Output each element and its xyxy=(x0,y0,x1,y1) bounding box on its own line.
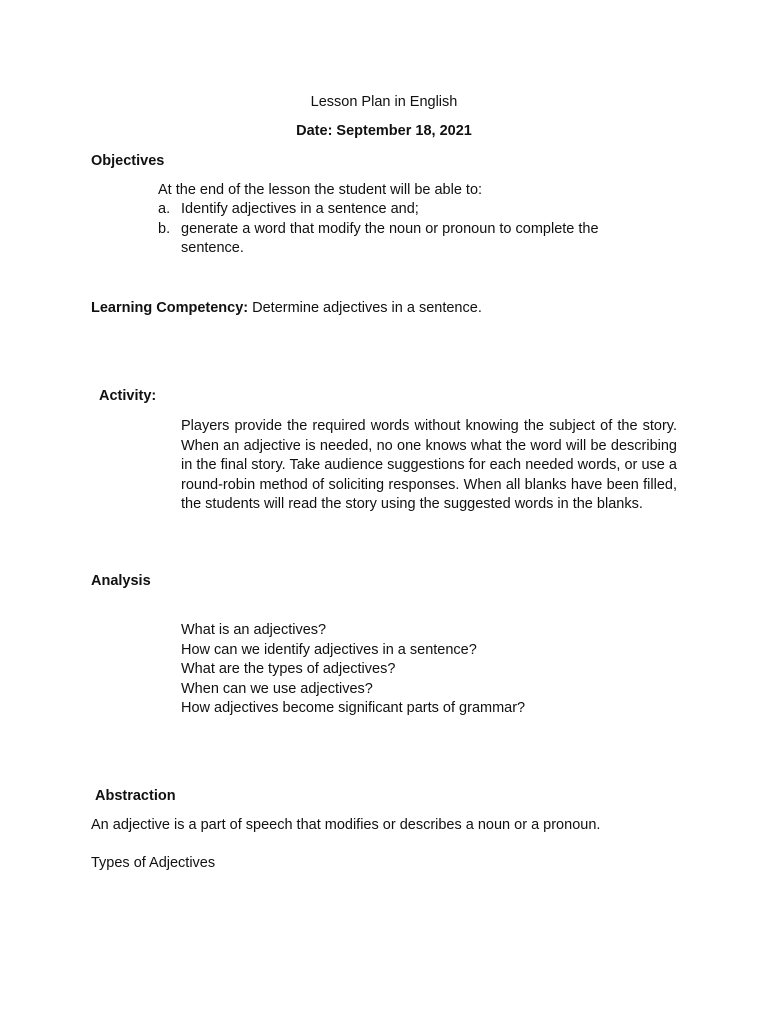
learning-competency xyxy=(91,299,482,319)
objective-text: Identify adjectives in a sentence and; xyxy=(181,201,419,217)
activity-heading: Activity: xyxy=(99,388,157,404)
analysis-heading: Analysis xyxy=(91,573,151,589)
analysis-questions xyxy=(181,621,525,719)
competency-text: Determine adjectives in a sentence. xyxy=(248,300,482,316)
activity-description: Players provide the required words without knowing the subject of the story. When an adjective is needed, no one knows what the word will be describing in the final story. Take audience suggestions for each needed words, or use a round-robin method of soliciting responses. When all blanks have been filled, the students will read the story using the suggested words in the blanks. xyxy=(181,418,677,512)
objective-item xyxy=(158,220,628,259)
objectives-heading: Objectives xyxy=(91,153,165,169)
document-title: Lesson Plan in English xyxy=(310,94,458,110)
objectives-list xyxy=(158,200,628,259)
lesson-date: Date: September 18, 2021 xyxy=(296,123,472,139)
list-item: What is an adjectives? xyxy=(181,622,327,638)
objectives-intro: At the end of the lesson the student will be able to: xyxy=(158,182,483,198)
list-item: When can we use adjectives? xyxy=(181,680,373,697)
abstraction-heading: Abstraction xyxy=(95,788,176,804)
list-item: How adjectives become significant parts of grammar? xyxy=(181,700,526,716)
competency-label: Learning Competency: xyxy=(91,300,249,316)
list-item: What are the types of adjectives? xyxy=(181,661,396,677)
list-item: How can we identify adjectives in a sentence? xyxy=(181,641,477,658)
list-marker: b. xyxy=(158,220,171,237)
list-marker: a. xyxy=(158,201,171,217)
types-of-adjectives-heading: Types of Adjectives xyxy=(91,855,216,871)
adjective-definition: An adjective is a part of speech that modifies or describes a noun or a pronoun. xyxy=(91,817,601,833)
objective-item xyxy=(158,200,628,220)
objective-text: generate a word that modify the noun or pronoun to complete the sentence. xyxy=(181,220,599,256)
